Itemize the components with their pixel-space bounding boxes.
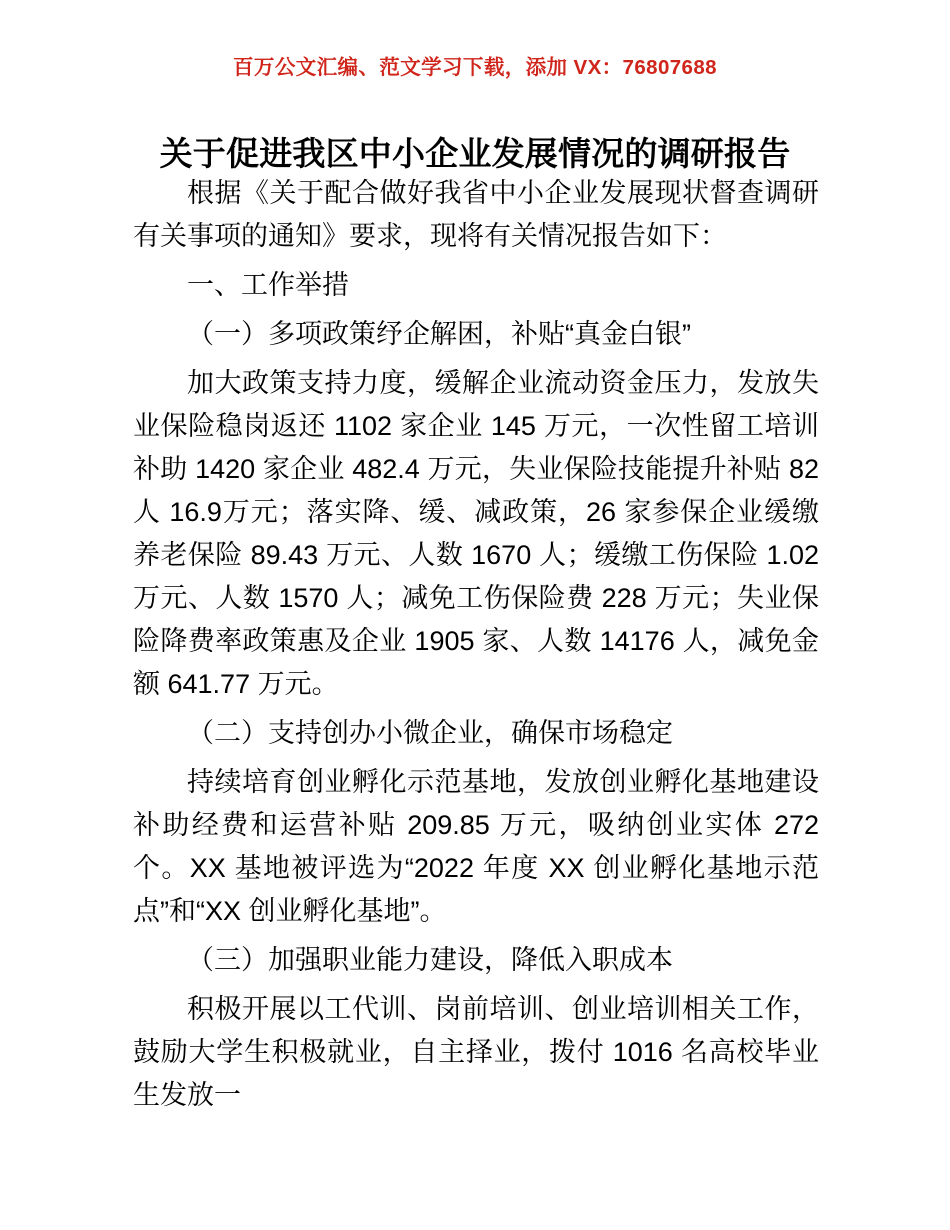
subsection-two-body: 持续培育创业孵化示范基地，发放创业孵化基地建设补助经费和运营补贴 209.85 万元，吸纳创业实体 272 个。XX 基地被评选为“2022 年度 XX 创业孵化基地示范点”和“XX 创业孵化基地”。 [133, 767, 819, 926]
promotional-header-text: 百万公文汇编、范文学习下载，添加 VX：76807688 [233, 56, 717, 79]
document-body [133, 172, 819, 1117]
section-heading-one: 一、工作举措 [187, 270, 349, 300]
intro-paragraph: 根据《关于配合做好我省中小企业发展现状督查调研有关事项的通知》要求，现将有关情况报告如下： [133, 178, 819, 251]
subsection-heading-two: （二）支持创办小微企业，确保市场稳定 [187, 718, 673, 748]
subsection-heading-three: （三）加强职业能力建设，降低入职成本 [187, 945, 673, 975]
document-title: 关于促进我区中小企业发展情况的调研报告 [159, 135, 791, 173]
subsection-three-body: 积极开展以工代训、岗前培训、创业培训相关工作，鼓励大学生积极就业，自主择业，拨付 1016 名高校毕业生发放一 [133, 994, 819, 1110]
subsection-one-body: 加大政策支持力度，缓解企业流动资金压力，发放失业保险稳岗返还 1102 家企业 145 万元，一次性留工培训补助 1420 家企业 482.4 万元，失业保险技能提升补贴 82 人 16.9万元；落实降、缓、减政策，26 家参保企业缓缴养老保险 89.43 万元、人数 1670 人；缓缴工伤保险 1.02 万元、人数 1570 人；减免工伤保险费 228 万元；失业保险降费率政策惠及企业 1905 家、人数 14176 人，减免金额 641.77 万元。 [133, 368, 819, 699]
subsection-heading-one: （一）多项政策纾企解困，补贴“真金白银” [187, 319, 691, 349]
